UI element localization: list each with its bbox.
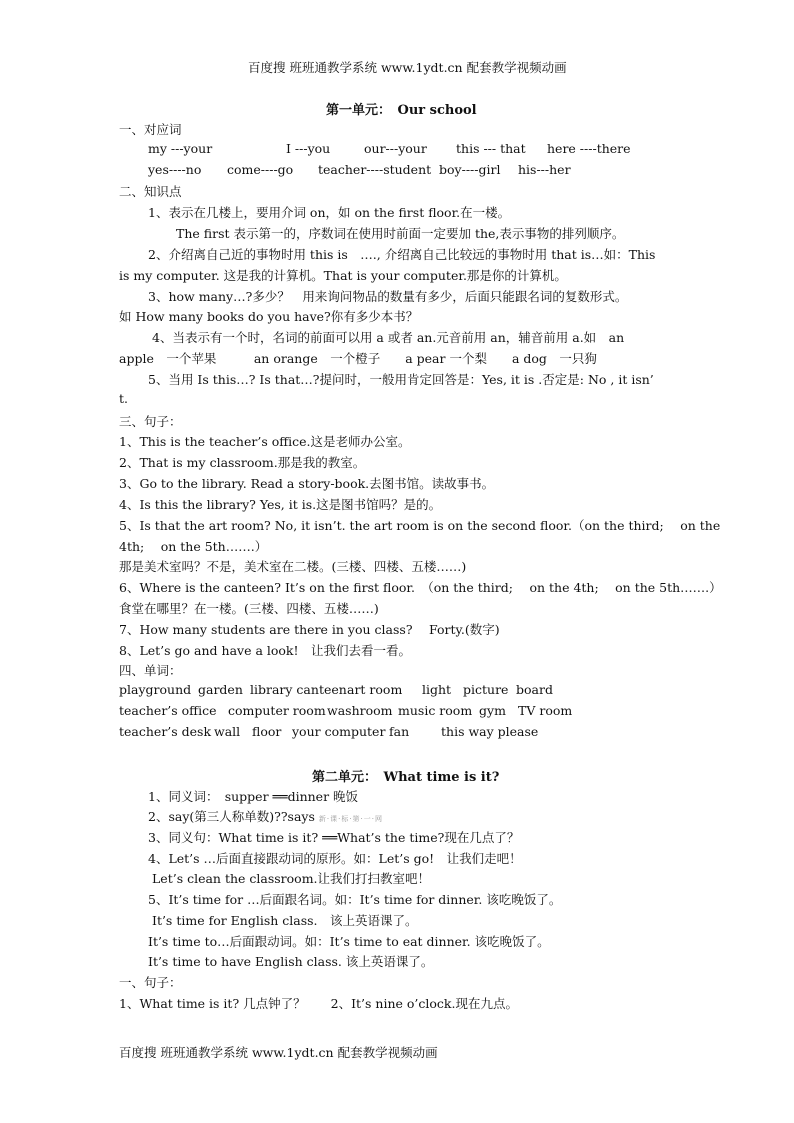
word-pair: here ----there <box>547 141 631 156</box>
unit2-title: 第二单元： What time is it? <box>312 770 500 785</box>
watermark-text: 新·课·标·第·一·网 <box>318 815 384 823</box>
vocab-word: teacher’s desk <box>119 724 212 739</box>
sentence-line: 6、Where is the canteen? It’s on the first floor. （on the third; on the 4th; on the 5th…….） <box>119 580 722 595</box>
vocab-word: picture <box>463 682 509 697</box>
sentence-line: 那是美术室吗？不是，美术室在二楼。(三楼、四楼、五楼……) <box>119 559 467 574</box>
knowledge-line: 如 How many books do you have?你有多少本书？ <box>119 309 419 324</box>
word-pair: I ---you <box>286 141 331 156</box>
vocab-word: light <box>422 682 452 697</box>
sentence-line: 7、How many students are there in you class? Forty.(数字) <box>119 622 500 637</box>
word-pair: yes----no <box>148 162 202 177</box>
unit2-line: It’s time to have English class. 该上英语课了。 <box>148 954 434 969</box>
sentence-line: 食堂在哪里？在一楼。(三楼、四楼、五楼……) <box>119 601 379 616</box>
knowledge-line: The first 表示第一的，序数词在使用时前面一定要加 the,表示事物的排列顺序。 <box>176 226 625 241</box>
sentence-line: 5、Is that the art room? No, it isn’t. the art room is on the second floor.（on the third; on the <box>119 518 721 533</box>
section-heading: 三、句子： <box>119 414 182 429</box>
unit2-line: It’s time for English class. 该上英语课了。 <box>152 913 418 928</box>
word-pair: teacher----student <box>318 162 432 177</box>
sentence-line: 8、Let’s go and have a look! 让我们去看一看。 <box>119 643 412 658</box>
vocab-word: washroom <box>327 703 393 718</box>
knowledge-line: 1、表示在几楼上，要用介词 on，如 on the first floor.在一楼。 <box>148 205 511 220</box>
section-heading: 一、对应词 <box>119 122 182 137</box>
knowledge-line: t. <box>119 391 128 406</box>
section-heading: 一、句子： <box>119 975 182 990</box>
section-heading: 四、单词： <box>119 663 182 678</box>
vocab-word: board <box>516 682 553 697</box>
sentence-line: 2、That is my classroom.那是我的教室。 <box>119 455 366 470</box>
word-pair: our---your <box>364 141 427 156</box>
word-list-row <box>119 703 572 718</box>
vocab-word: playground <box>119 682 192 697</box>
unit2-line: Let’s clean the classroom.让我们打扫教室吧！ <box>152 871 431 886</box>
word-list-row <box>119 682 553 697</box>
knowledge-line: 5、当用 Is this…? Is that…?提问时，一般用肯定回答是：Yes, it is .否定是: No , it isn’ <box>148 372 654 387</box>
vocab-word: garden <box>198 682 243 697</box>
word-pairs-row <box>148 141 631 156</box>
section-heading: 二、知识点 <box>119 184 182 199</box>
knowledge-line: 3、how many…?多少？ 用来询问物品的数量有多少，后面只能跟名词的复数形式。 <box>148 289 628 304</box>
vocab-word: music room <box>398 703 473 718</box>
vocab-word: art room <box>347 682 403 697</box>
word-list-row <box>119 724 538 739</box>
vocab-word: computer room <box>228 703 326 718</box>
page-header: 百度搜 班班通教学系统 www.1ydt.cn 配套教学视频动画 <box>248 60 567 75</box>
vocab-word: fan <box>389 724 410 739</box>
page-footer: 百度搜 班班通教学系统 www.1ydt.cn 配套教学视频动画 <box>119 1045 438 1060</box>
knowledge-line: 4、当表示有一个时，名词的前面可以用 a 或者 an.元音前用 an，辅音前用 a.如 an <box>152 330 625 345</box>
sentence-line: 1、What time is it? 几点钟了？ 2、It’s nine o’clock.现在九点。 <box>119 996 518 1011</box>
vocab-word: teacher’s office <box>119 703 217 718</box>
unit2-line <box>148 807 383 825</box>
sentence-line: 4、Is this the library? Yes, it is.这是图书馆吗？是的。 <box>119 497 442 512</box>
word-pair: boy----girl <box>439 162 501 177</box>
vocab-word: your computer <box>292 724 386 739</box>
knowledge-line: 2、介绍离自己近的事物时用 this is …., 介绍离自己比较远的事物时用 that is…如：This <box>148 247 656 262</box>
vocab-word: floor <box>252 724 282 739</box>
word-pair: his---her <box>518 162 571 177</box>
sentence-line: 3、Go to the library. Read a story-book.去图书馆。读故事书。 <box>119 476 495 491</box>
word-pair: this --- that <box>456 141 526 156</box>
word-pair: my ---your <box>148 141 213 156</box>
unit1-title: 第一单元： Our school <box>326 103 477 118</box>
word-pair: come----go <box>227 162 294 177</box>
unit2-line: It’s time to…后面跟动词。如：It’s time to eat dinner. 该吃晚饭了。 <box>148 934 550 949</box>
unit2-line-text: 2、say(第三人称单数)??says <box>148 809 315 824</box>
unit2-line: 1、同义词： supper ══dinner 晚饭 <box>148 789 359 804</box>
sentence-line: 4th; on the 5th…….） <box>119 539 268 554</box>
unit2-line: 5、It’s time for …后面跟名词。如：It’s time for dinner. 该吃晚饭了。 <box>148 892 562 907</box>
sentence-line: 1、This is the teacher’s office.这是老师办公室。 <box>119 434 411 449</box>
vocab-word: gym <box>479 703 506 718</box>
vocab-word: TV room <box>518 703 573 718</box>
vocab-word: library canteen <box>250 682 347 697</box>
word-pairs-row <box>148 162 571 177</box>
vocab-word: wall <box>214 724 241 739</box>
knowledge-line: apple 一个苹果 an orange 一个橙子 a pear 一个梨 a dog 一只狗 <box>119 351 597 366</box>
unit2-line: 3、同义句：What time is it? ══What’s the time?现在几点了？ <box>148 830 520 845</box>
vocab-word: this way please <box>441 724 539 739</box>
unit2-line: 4、Let’s …后面直接跟动词的原形。如：Let’s go! 让我们走吧！ <box>148 851 522 866</box>
knowledge-line: is my computer. 这是我的计算机。That is your computer.那是你的计算机。 <box>119 268 567 283</box>
